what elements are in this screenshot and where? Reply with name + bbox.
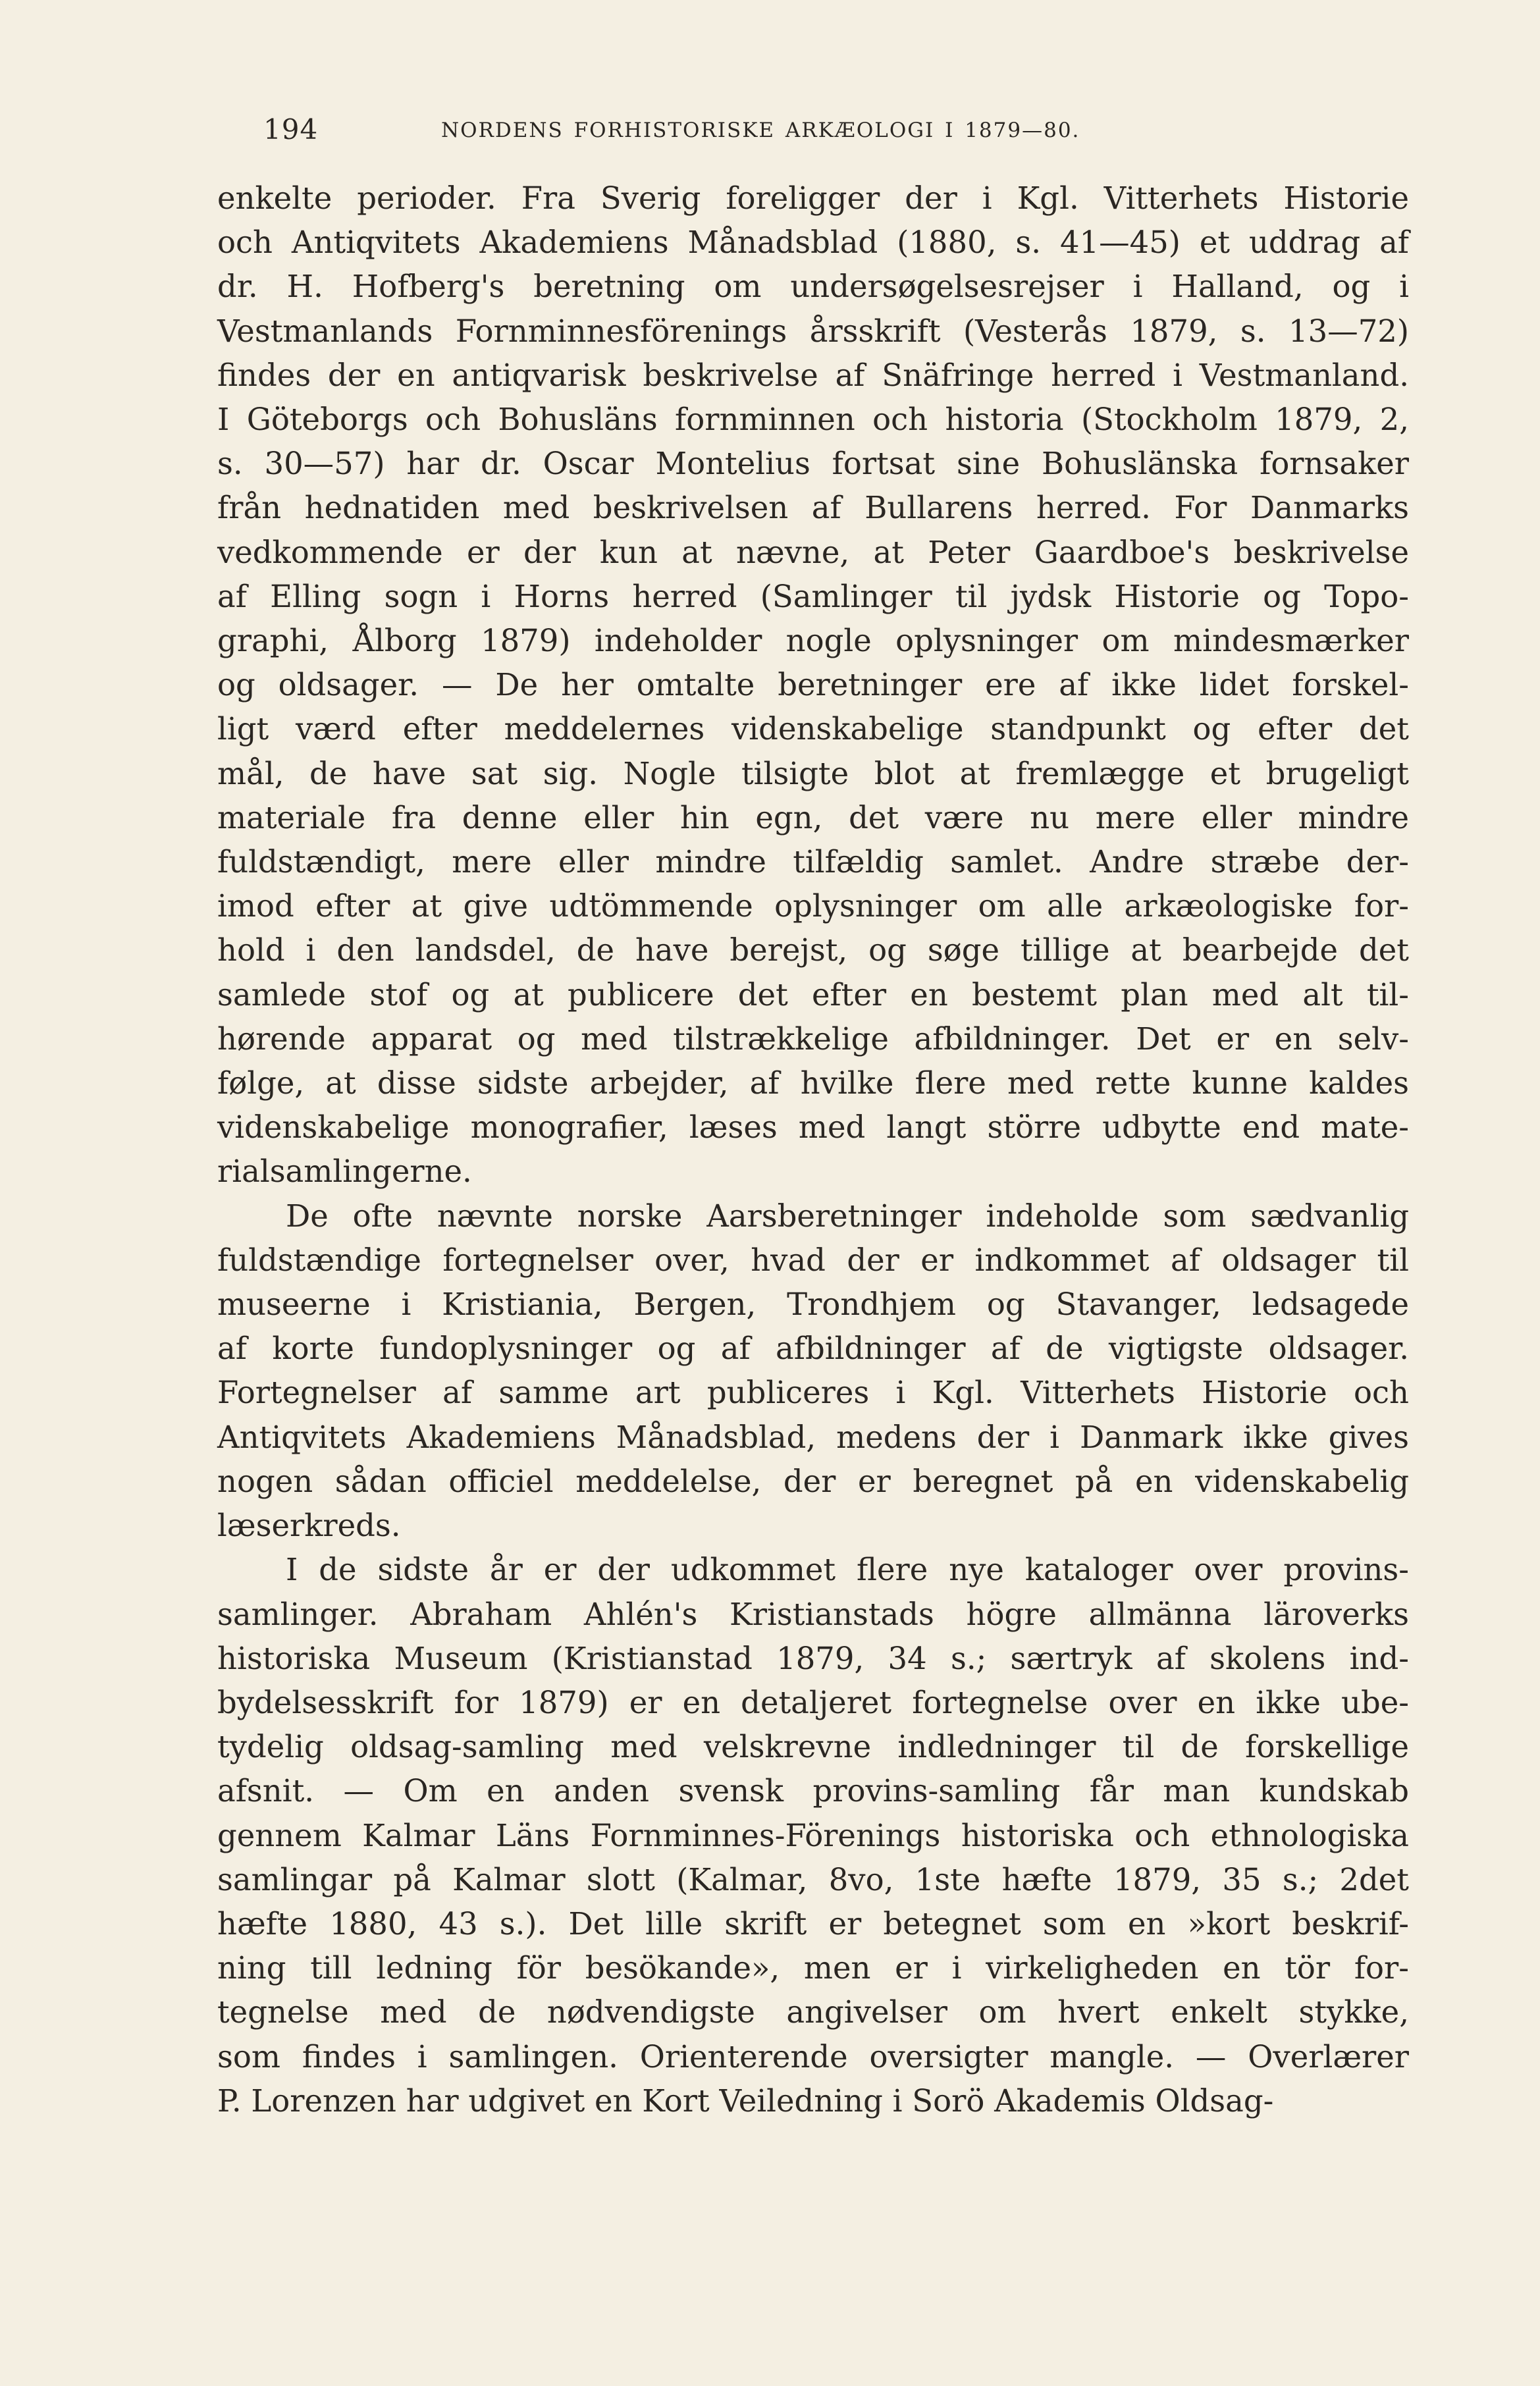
text-line: historiska Museum (Kristianstad 1879, 34 s.; særtryk af skolens ind- [217,1640,1409,1676]
text-line: Vestmanlands Fornminnesförenings årsskrift (Vesterås 1879, s. 13—72) [217,313,1409,349]
page-number: 194 [263,113,319,146]
page-header [217,113,1409,153]
text-line: tegnelse med de nødvendigste angivelser om hvert enkelt stykke, [217,1994,1409,2030]
paragraph [217,1194,1409,1549]
text-line: samlinger. Abraham Ahlén's Kristianstads högre allmänna läroverks [217,1596,1409,1632]
text-line: følge, at disse sidste arbejder, af hvilke flere med rette kunne kaldes [217,1065,1409,1101]
text-line: enkelte perioder. Fra Sverig foreligger der i Kgl. Vitterhets Historie [217,180,1409,216]
text-line: nogen sådan officiel meddelelse, der er beregnet på en videnskabelig [217,1463,1409,1499]
text-line: ligt værd efter meddelernes videnskabelige standpunkt og efter det [217,711,1409,747]
text-line: fuldstændige fortegnelser over, hvad der er indkommet af oldsager til [217,1242,1409,1278]
text-line: hold i den landsdel, de have berejst, og søge tillige at bearbejde det [217,932,1409,968]
text-line: af korte fundoplysninger og af afbildninger af de vigtigste oldsager. [217,1331,1409,1367]
text-line: graphi, Ålborg 1879) indeholder nogle oplysninger om mindesmærker [217,623,1409,659]
text-line: ning till ledning för besökande», men er i virkeligheden en tör for- [217,1950,1409,1986]
text-line: materiale fra denne eller hin egn, det være nu mere eller mindre [217,799,1409,835]
running-title: NORDENS FORHISTORISKE ARKÆOLOGI I 1879—80. [441,119,1080,142]
text-line: mål, de have sat sig. Nogle tilsigte blot at fremlægge et brugeligt [217,755,1409,791]
text-line: museerne i Kristiania, Bergen, Trondhjem og Stavanger, ledsagede [217,1286,1409,1323]
text-line: hørende apparat og med tilstrækkelige afbildninger. Det er en selv- [217,1021,1409,1057]
text-line: Fortegnelser af samme art publiceres i Kgl. Vitterhets Historie och [217,1375,1409,1411]
paragraph [217,1548,1409,2123]
text-line: rialsamlingerne. [217,1153,472,1190]
text-line: Antiqvitets Akademiens Månadsblad, medens der i Danmark ikke gives [217,1419,1409,1455]
text-line: vedkommende er der kun at nævne, at Peter Gaardboe's beskrivelse [217,534,1409,570]
text-line: videnskabelige monografier, læses med langt större udbytte end mate- [217,1109,1409,1146]
text-line: samlede stof og at publicere det efter en bestemt plan med alt til- [217,976,1409,1013]
text-line: som findes i samlingen. Orienterende oversigter mangle. — Overlærer [217,2038,1409,2075]
text-line: P. Lorenzen har udgivet en Kort Veiledning i Sorö Akademis Oldsag- [217,2082,1274,2119]
text-line: I de sidste år er der udkommet flere nye kataloger over provins- [286,1552,1409,1588]
text-line: De ofte nævnte norske Aarsberetninger indeholde som sædvanlig [286,1198,1409,1234]
text-line: samlingar på Kalmar slott (Kalmar, 8vo, 1ste hæfte 1879, 35 s.; 2det [217,1861,1409,1897]
text-line: dr. H. Hofberg's beretning om undersøgelsesrejser i Halland, og i [217,269,1409,305]
text-line: från hednatiden med beskrivelsen af Bullarens herred. For Danmarks [217,490,1409,526]
text-line: s. 30—57) har dr. Oscar Montelius fortsat sine Bohuslänska fornsaker [217,446,1409,482]
text-line: imod efter at give udtömmende oplysninger om alle arkæologiske for- [217,888,1409,924]
text-line: afsnit. — Om en anden svensk provins-samling får man kundskab [217,1773,1409,1809]
text-line: hæfte 1880, 43 s.). Det lille skrift er betegnet som en »kort beskrif- [217,1905,1409,1942]
text-line: læserkreds. [217,1508,401,1544]
text-line: findes der en antiqvarisk beskrivelse af Snäfringe herred i Vestmanland. [217,357,1409,393]
text-line: fuldstændigt, mere eller mindre tilfældig samlet. Andre stræbe der- [217,844,1409,880]
text-line: och Antiqvitets Akademiens Månadsblad (1880, s. 41—45) et uddrag af [217,225,1409,261]
paragraph [217,176,1409,1194]
text-line: I Göteborgs och Bohusläns fornminnen och historia (Stockholm 1879, 2, [217,402,1409,438]
text-line: bydelsesskrift for 1879) er en detaljeret fortegnelse over en ikke ube- [217,1684,1409,1720]
body-text [217,176,1409,2123]
text-line: gennem Kalmar Läns Fornminnes-Förenings historiska och ethnologiska [217,1817,1409,1853]
text-line: og oldsager. — De her omtalte beretninger ere af ikke lidet forskel- [217,667,1409,703]
text-line: tydelig oldsag-samling med velskrevne indledninger til de forskellige [217,1729,1409,1765]
text-line: af Elling sogn i Horns herred (Samlinger til jydsk Historie og Topo- [217,578,1409,614]
